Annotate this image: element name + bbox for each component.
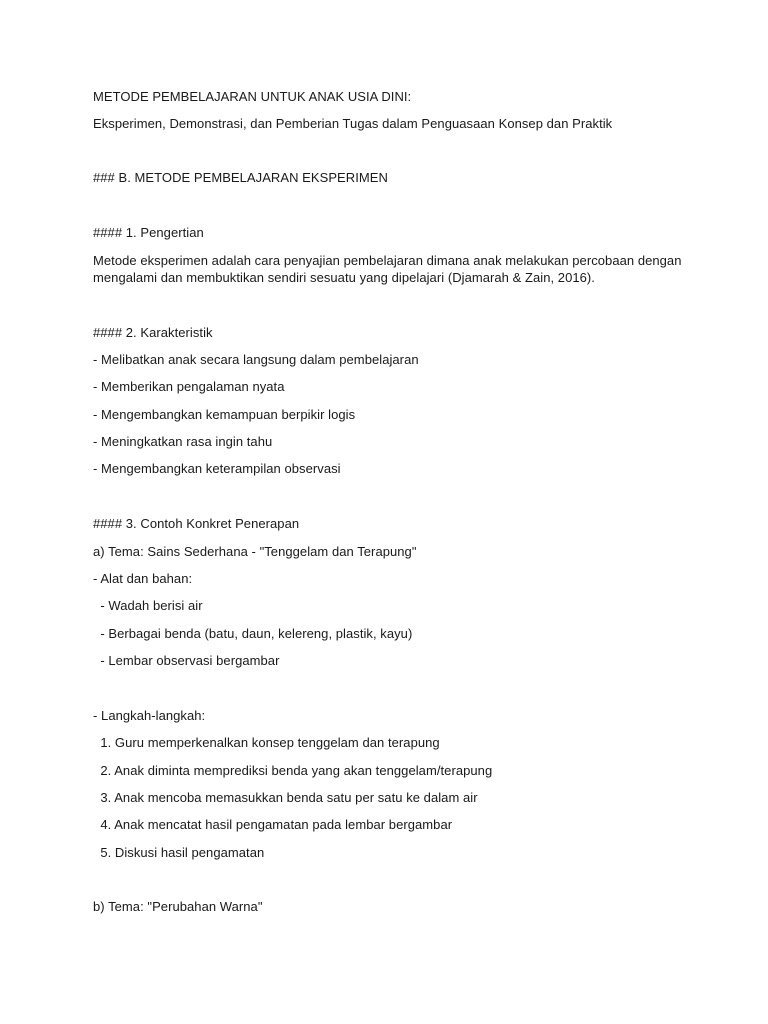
langkah-item: 1. Guru memperkenalkan konsep tenggelam dan terapung (93, 735, 440, 750)
document-title: METODE PEMBELAJARAN UNTUK ANAK USIA DINI: (93, 89, 412, 104)
pengertian-line-1: Metode eksperimen adalah cara penyajian pembelajaran dimana anak melakukan percobaan dengan (93, 253, 682, 268)
karakteristik-item: - Mengembangkan kemampuan berpikir logis (93, 407, 356, 422)
contoh-heading: #### 3. Contoh Konkret Penerapan (93, 516, 300, 531)
alat-item: - Lembar observasi bergambar (93, 653, 280, 668)
alat-heading: - Alat dan bahan: (93, 571, 193, 586)
tema-a: a) Tema: Sains Sederhana - "Tenggelam dan Terapung" (93, 544, 417, 559)
karakteristik-item: - Meningkatkan rasa ingin tahu (93, 434, 273, 449)
document-subtitle: Eksperimen, Demonstrasi, dan Pemberian Tugas dalam Penguasaan Konsep dan Praktik (93, 116, 613, 131)
karakteristik-item: - Memberikan pengalaman nyata (93, 379, 285, 394)
alat-item: - Berbagai benda (batu, daun, kelereng, plastik, kayu) (93, 626, 413, 641)
langkah-item: 5. Diskusi hasil pengamatan (93, 845, 265, 860)
karakteristik-heading: #### 2. Karakteristik (93, 325, 213, 340)
karakteristik-item: - Melibatkan anak secara langsung dalam pembelajaran (93, 352, 419, 367)
langkah-item: 2. Anak diminta memprediksi benda yang akan tenggelam/terapung (93, 763, 493, 778)
langkah-item: 4. Anak mencatat hasil pengamatan pada lembar bergambar (93, 817, 453, 832)
pengertian-line-2: mengalami dan membuktikan sendiri sesuatu yang dipelajari (Djamarah & Zain, 2016). (93, 270, 595, 285)
karakteristik-item: - Mengembangkan keterampilan observasi (93, 461, 341, 476)
langkah-item: 3. Anak mencoba memasukkan benda satu per satu ke dalam air (93, 790, 478, 805)
tema-b: b) Tema: "Perubahan Warna" (93, 899, 263, 914)
section-heading: ### B. METODE PEMBELAJARAN EKSPERIMEN (93, 170, 388, 185)
alat-item: - Wadah berisi air (93, 598, 203, 613)
pengertian-heading: #### 1. Pengertian (93, 225, 204, 240)
langkah-heading: - Langkah-langkah: (93, 708, 206, 723)
